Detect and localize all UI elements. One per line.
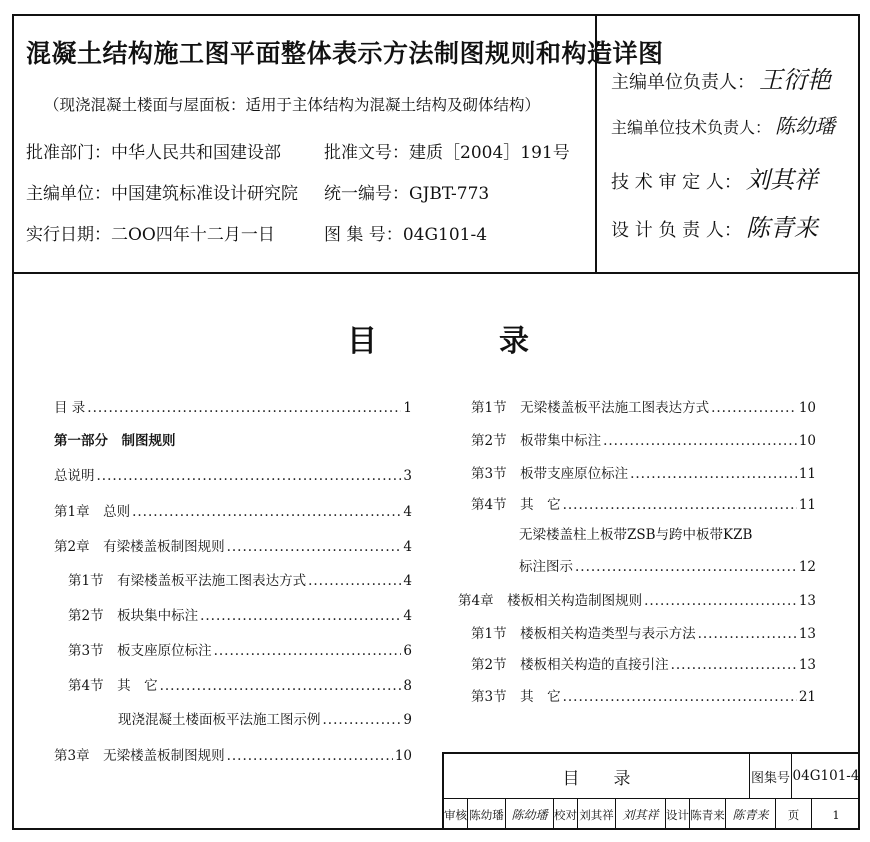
- leader-dots: [214, 642, 402, 660]
- leader-dots: [323, 711, 402, 729]
- toc-page: 13: [798, 626, 816, 642]
- page-number: 1: [832, 807, 840, 822]
- leader-dots: [563, 496, 797, 514]
- responsible-row: [611, 110, 835, 139]
- toc-page: 4: [403, 608, 412, 624]
- toc-label: 第1节 无梁楼盖板平法施工图表达方式: [471, 400, 710, 416]
- toc-heading-left: 目: [347, 324, 377, 359]
- toc-entry[interactable]: [68, 572, 412, 590]
- toc-label: 无梁楼盖柱上板带ZSB与跨中板带KZB: [519, 527, 753, 543]
- toc-page: 1: [403, 400, 412, 416]
- toc-entry[interactable]: [458, 592, 816, 610]
- leader-dots: [563, 688, 797, 706]
- leader-dots: [87, 399, 401, 417]
- toc-label: 第3节 其 它: [471, 689, 561, 705]
- header-info: [14, 16, 664, 272]
- toc-label: 现浇混凝土楼面板平法施工图示例: [118, 712, 321, 728]
- toc-label: 第2节 板带集中标注: [471, 433, 602, 449]
- toc-entry-multiline[interactable]: [519, 526, 816, 544]
- toc-label: 目 录: [54, 400, 86, 416]
- leader-dots: [97, 467, 402, 485]
- effective-date-label: 实行日期：: [26, 225, 111, 245]
- toc-entry[interactable]: [471, 496, 816, 514]
- toc-page: 9: [403, 712, 412, 728]
- toc-label: 第1章 总则: [54, 504, 131, 520]
- toc-page: 12: [798, 559, 816, 575]
- signature: 刘其祥: [745, 166, 818, 194]
- approval-dept: [26, 138, 281, 163]
- toc-page: 4: [403, 504, 412, 520]
- responsible-label: 主编单位负责人：: [611, 72, 755, 93]
- toc-page: 3: [403, 468, 412, 484]
- approval-dept-value: 中华人民共和国建设部: [111, 143, 281, 163]
- atlas-number: [324, 220, 487, 245]
- leader-dots: [308, 572, 401, 590]
- toc-label: 第3节 板支座原位标注: [68, 643, 212, 659]
- signature: 陈幼璠: [775, 114, 836, 138]
- toc-entry[interactable]: [471, 625, 816, 643]
- signature: 陈青来: [745, 214, 818, 242]
- design-label: 设计: [666, 799, 690, 830]
- title-block-row-2: [444, 799, 860, 830]
- toc-page: 4: [403, 573, 412, 589]
- toc-label: 第2节 楼板相关构造的直接引注: [471, 657, 669, 673]
- title-block: [442, 752, 860, 830]
- reviewer-name: 陈幼璠: [468, 799, 506, 830]
- check-label: 校对: [554, 799, 578, 830]
- toc-page: 13: [798, 593, 816, 609]
- toc-entry[interactable]: [118, 711, 412, 729]
- toc-entry[interactable]: [54, 467, 412, 485]
- chief-unit-value: 中国建筑标准设计研究院: [111, 184, 298, 204]
- leader-dots: [644, 592, 797, 610]
- toc-label: 第3节 板带支座原位标注: [471, 466, 629, 482]
- chief-unit: [26, 179, 298, 204]
- toc-entry[interactable]: [471, 656, 816, 674]
- approval-dept-label: 批准部门：: [26, 143, 111, 163]
- toc-label: 第4节 其 它: [471, 497, 561, 513]
- approval-doc: [324, 138, 570, 163]
- checker-name: 刘其祥: [578, 799, 616, 830]
- header-block: [14, 16, 858, 274]
- leader-dots: [227, 538, 402, 556]
- responsible-row: [611, 208, 818, 243]
- toc-page: 4: [403, 539, 412, 555]
- responsible-label: 设 计 负 责 人：: [611, 220, 742, 241]
- designer-signature: 陈青来: [726, 799, 776, 830]
- toc-label: 第2章 有梁楼盖板制图规则: [54, 539, 225, 555]
- toc-page: 6: [403, 643, 412, 659]
- title-block-row-1: [444, 754, 860, 799]
- toc-label: 第4章 楼板相关构造制图规则: [458, 593, 643, 609]
- atlas-title: 混凝土结构施工图平面整体表示方法制图规则和构造详图: [26, 39, 664, 68]
- toc-entry[interactable]: [471, 465, 816, 483]
- reviewer-signature: 陈幼璠: [506, 799, 554, 830]
- toc-page: 11: [798, 466, 816, 482]
- atlas-number-label: 图 集 号：: [324, 225, 403, 245]
- effective-date: [26, 220, 275, 245]
- approval-doc-value: 建质［2004］191号: [409, 143, 570, 163]
- toc-page: 13: [798, 657, 816, 673]
- toc-label: 标注图示: [519, 559, 573, 575]
- toc-page: 10: [394, 748, 412, 764]
- toc-entry[interactable]: [68, 607, 412, 625]
- responsible-label: 技 术 审 定 人：: [611, 172, 742, 193]
- toc-label: 总说明: [54, 468, 95, 484]
- checker-signature: 刘其祥: [616, 799, 666, 830]
- toc-label: 第1节 有梁楼盖板平法施工图表达方式: [68, 573, 307, 589]
- toc-entry[interactable]: [471, 688, 816, 706]
- atlas-subtitle: （现浇混凝土楼面与屋面板：适用于主体结构为混凝土结构及砌体结构）: [44, 96, 541, 114]
- designer-name: 陈青来: [690, 799, 726, 830]
- title-block-name: 目 录: [444, 754, 750, 798]
- toc-entry[interactable]: [54, 747, 412, 765]
- leader-dots: [227, 747, 393, 765]
- toc-entry[interactable]: [471, 432, 816, 450]
- signature: 王衍艳: [759, 66, 831, 94]
- toc-page: 11: [798, 497, 816, 513]
- leader-dots: [160, 677, 402, 695]
- responsible-label: 主编单位技术负责人：: [611, 118, 772, 137]
- toc-part-heading: [54, 432, 412, 450]
- toc-page: 10: [798, 400, 816, 416]
- toc-label: 第一部分 制图规则: [54, 433, 176, 449]
- responsible-row: [611, 160, 818, 195]
- leader-dots: [711, 399, 797, 417]
- toc-page: 10: [798, 433, 816, 449]
- leader-dots: [698, 625, 797, 643]
- leader-dots: [575, 558, 797, 576]
- leader-dots: [132, 503, 401, 521]
- toc-entry[interactable]: [54, 399, 412, 417]
- unified-number: [324, 179, 489, 204]
- unified-number-label: 统一编号：: [324, 184, 409, 204]
- leader-dots: [200, 607, 401, 625]
- leader-dots: [603, 432, 797, 450]
- leader-dots: [671, 656, 797, 674]
- toc-label: 第4节 其 它: [68, 678, 158, 694]
- approval-doc-label: 批准文号：: [324, 143, 409, 163]
- atlas-no-label: 图集号: [750, 754, 792, 798]
- toc-label: 第3章 无梁楼盖板制图规则: [54, 748, 225, 764]
- toc-entry[interactable]: [519, 558, 816, 576]
- unified-number-value: GJBT-773: [409, 184, 490, 204]
- toc-entry[interactable]: [68, 677, 412, 695]
- page-label: 页: [776, 799, 812, 830]
- atlas-number-value: 04G101-4: [402, 225, 488, 245]
- drawing-frame: [12, 14, 860, 830]
- toc-page: 8: [403, 678, 412, 694]
- atlas-no-value: 04G101-4: [792, 768, 860, 784]
- toc-entry[interactable]: [54, 538, 412, 556]
- review-label: 审核: [444, 799, 468, 830]
- toc-entry[interactable]: [471, 399, 816, 417]
- toc-label: 第1节 楼板相关构造类型与表示方法: [471, 626, 696, 642]
- responsible-persons: [595, 16, 860, 272]
- responsible-row: [611, 60, 831, 95]
- toc-label: 第2节 板块集中标注: [68, 608, 199, 624]
- chief-unit-label: 主编单位：: [26, 184, 111, 204]
- toc-entry[interactable]: [68, 642, 412, 660]
- leader-dots: [630, 465, 797, 483]
- effective-date-value: 二OO四年十二月一日: [111, 225, 275, 245]
- toc-page: 21: [798, 689, 816, 705]
- toc-heading-right: 录: [499, 324, 529, 359]
- toc-entry[interactable]: [54, 503, 412, 521]
